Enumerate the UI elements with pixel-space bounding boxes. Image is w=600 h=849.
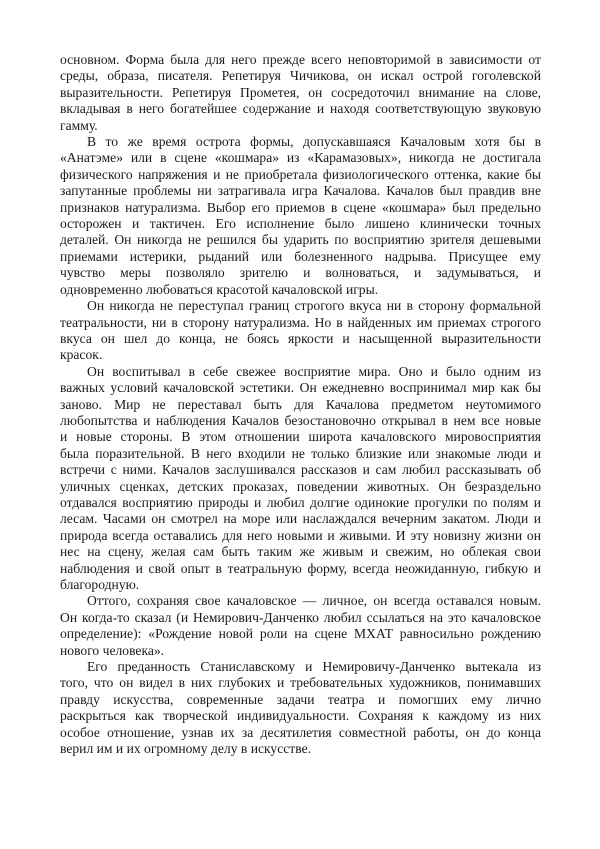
text-line: наблюдения и свой опыт в театральную форму, всегда неожиданную, гибкую и: [60, 560, 541, 576]
text-line: раскрыться как творческой индивидуальности. Сохраняя к каждому из них: [60, 708, 541, 724]
text-line: вкладывая в него богатейшее содержание и находя соответствующую звуковую: [60, 101, 541, 117]
text-line: правду искусства, современные задачи театра и помогших ему лично: [60, 691, 541, 707]
text-line: определение): «Рождение новой роли на сцене МХАТ равносильно рождению: [60, 626, 541, 642]
text-line: выразительности. Репетируя Прометея, он сосредоточил внимание на слове,: [60, 84, 541, 100]
text-line: «Анатэме» или в сцене «кошмара» из «Карамазовых», никогда не достигала: [60, 150, 541, 166]
paragraph: [60, 134, 541, 298]
text-line: театральности, ни в сторону натурализма. Но в найденных им приемах строгого: [60, 314, 541, 330]
text-line: того, что он видел в них глубоких и требовательных художников, понимавших: [60, 675, 541, 691]
paragraph: [60, 659, 541, 757]
text-line: встречи с ними. Качалов заслушивался рассказов и сам любил рассказывать об: [60, 462, 541, 478]
text-line: верил им и их огромному делу в искусстве.: [60, 741, 312, 757]
text-line: вкуса он шел до конца, не боясь яркости и насыщенной выразительности: [60, 330, 541, 346]
paragraph: [60, 298, 541, 364]
text-line: среды, образа, писателя. Репетируя Чичикова, он искал острой гоголевской: [60, 68, 541, 84]
text-line: благородную.: [60, 577, 140, 592]
text-line: красок.: [60, 347, 103, 363]
paragraph: [60, 593, 541, 659]
text-line: гамму.: [60, 117, 98, 133]
text-line: В то же время острота формы, допускавшаяся Качаловым хотя бы в: [87, 134, 541, 150]
text-line: лесам. Часами он смотрел на море или наслаждался вечерним закатом. Люди и: [60, 511, 541, 527]
text-line: чувство меры позволяло зрителю и волноваться, и задумываться, и: [60, 265, 541, 281]
text-line: нового человека».: [60, 642, 165, 658]
text-line: заново. Мир не переставал быть для Качалова предметом неутомимого: [60, 396, 541, 412]
text-line: важных условий качаловской эстетики. Он ежедневно воспринимал мир как бы: [60, 380, 541, 396]
text-line: Он никогда не переступал границ строгого вкуса ни в сторону формальной: [87, 298, 541, 314]
text-line: любопытства и наблюдения Качалов безостановочно открывал в нем все новые: [60, 412, 541, 428]
paragraph: [60, 364, 541, 594]
text-line: Он воспитывал в себе свежее восприятие мира. Оно и было одним из: [87, 363, 541, 379]
text-line: запутанные проблемы ни затрагивала игра Качалова. Качалов был правдив вне: [60, 183, 541, 199]
text-line: была поразительной. В него входили не только близкие или знакомые люди и: [60, 445, 541, 461]
text-line: приемами истерики, рыданий или болезненного надрыва. Присущее ему: [60, 248, 541, 264]
document-page: [60, 52, 541, 757]
text-line: уличных сценках, детских проказах, поведении животных. Он безраздельно: [60, 478, 541, 494]
text-line: Он когда-то сказал (и Немирович-Данченко любил ссылаться на это качаловское: [60, 609, 541, 625]
text-line: осторожен и тактичен. Его исполнение было лишено клинически точных: [60, 216, 541, 232]
text-line: одновременно любоваться красотой качаловской игры.: [60, 281, 379, 297]
text-line: основном. Форма была для него прежде всего неповторимой в зависимости от: [60, 52, 541, 67]
text-line: отдавался восприятию природы и любил долгие одинокие прогулки по полям и: [60, 494, 541, 510]
paragraph: [60, 52, 541, 134]
text-line: признаков натурализма. Выбор его приемов в сцене «кошмара» был предельно: [60, 199, 541, 215]
text-line: особое отношение, узнав их за десятилетия совместной работы, он до конца: [60, 724, 541, 740]
text-line: деталей. Он никогда не решился бы ударить по восприятию зрителя дешевыми: [60, 232, 541, 248]
text-line: и новые стороны. В этом отношении широта качаловского мировосприятия: [60, 429, 541, 445]
text-line: Оттого, сохраняя свое качаловское — личное, он всегда оставался новым.: [87, 593, 541, 609]
text-line: физического напряжения и не приобретала физиологического оттенка, какие бы: [60, 166, 541, 182]
text-line: нес на сцену, желая сам быть таким же живым и свежим, но облекая свои: [60, 544, 541, 560]
text-line: природа всегда оставались для него новыми и живыми. И эту новизну жизни он: [60, 527, 541, 543]
text-line: Его преданность Станиславскому и Немировичу-Данченко вытекала из: [87, 659, 541, 675]
